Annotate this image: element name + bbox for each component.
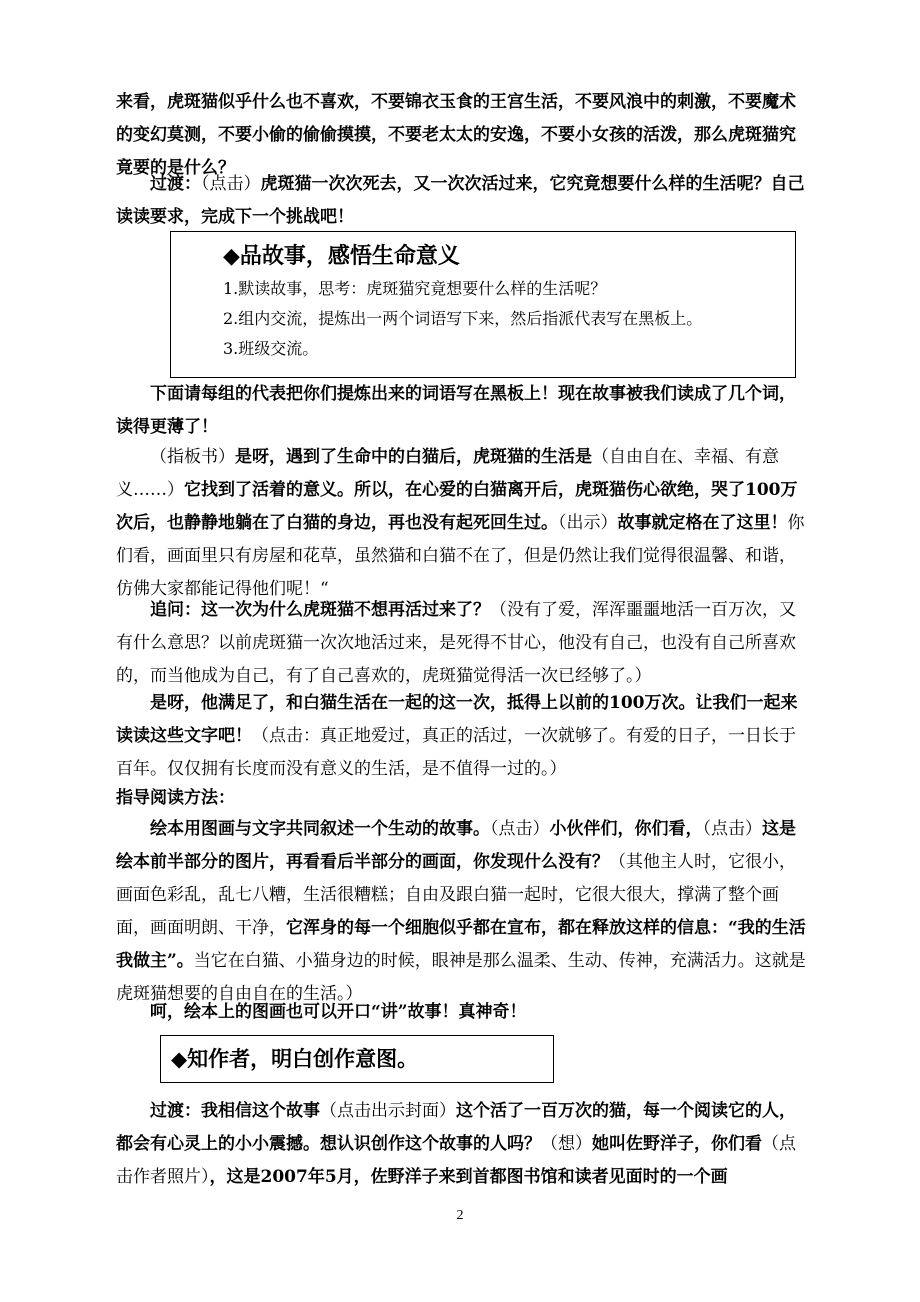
meaning-text-1: 是呀，遇到了生命中的白猫后，虎斑猫的生活是: [235, 447, 592, 467]
transition-label: 过渡：: [150, 174, 201, 194]
task-item-2: 2.组内交流，提炼出一两个词语写下来，然后指派代表写在黑板上。: [223, 309, 703, 328]
photo-note: （点击作者照片）: [116, 1134, 796, 1187]
picture-book-text-4: 它浑身的每一个细胞似乎都在宣布，都在释放这样的信息：“我的生活我做主”。: [116, 918, 806, 971]
answer-note: （想）: [541, 1134, 592, 1154]
author-text-3: 她叫佐野洋子，你们看: [592, 1134, 762, 1154]
paragraph-picture-book: [116, 813, 806, 1011]
pictures-speak-text: 呵，绘本上的图画也可以开口“讲”故事！真神奇！: [150, 1002, 527, 1022]
meaning-text-3: 故事就定格在了这里！: [617, 513, 788, 533]
page-number: 2: [456, 1208, 464, 1223]
task-box-story: [170, 231, 796, 378]
paragraph-meaning: [116, 441, 806, 606]
diamond-icon: ◆: [223, 244, 240, 269]
picture-book-text-3: 这是绘本前半部分的图片，再看看后半部分的画面，你发现什么没有？: [116, 819, 796, 872]
author-box-title: [171, 1044, 553, 1074]
intro-text: 来看，虎斑猫似乎什么也不喜欢，不要锦衣玉食的王宫生活，不要风浪中的刺激，不要魔术的变幻莫测，不要小偷的偷偷摸摸，不要老太太的安逸，不要小女孩的活泼，那么虎斑猫究竟要的是什么？: [116, 92, 796, 178]
picture-book-text-2: 小伙伴们，你们看，: [549, 819, 703, 839]
meaning-answer: （自由自在、幸福、有意义……）: [116, 447, 779, 500]
paragraph-followup: [116, 594, 806, 693]
picture-book-answer-2: 当它在白猫、小猫身边的时候，眼神是那么温柔、生动、传神，充满活力。这就是虎斑猫想要的自由自在的生活。）: [116, 951, 806, 1004]
paragraph-pictures-speak: [116, 996, 806, 1029]
author-text-2: 这个活了一百万次的猫，每一个阅读它的人，都会有心灵上的小小震撼。想认识创作这个故事的人吗？: [116, 1101, 796, 1154]
author-text-1: 过渡：我相信这个故事: [150, 1101, 320, 1121]
paragraph-satisfied: [116, 687, 806, 786]
meaning-text-2: 它找到了活着的意义。所以，在心爱的白猫离开后，虎斑猫伤心欲绝，哭了100万次后，也静静地躺在了白猫的身边，再也没有起死回生过。: [116, 480, 798, 533]
blackboard-text: 下面请每组的代表把你们提炼出来的词语写在黑板上！现在故事被我们读成了几个词，读得更薄了！: [116, 384, 796, 437]
cover-note: （点击出示封面）: [320, 1101, 456, 1121]
task-item-1: 1.默读故事，思考：虎斑猫究竟想要什么样的生活呢？: [223, 279, 607, 298]
paragraph-transition-1: [116, 168, 806, 234]
diamond-icon: ◆: [171, 1047, 188, 1071]
section-heading-reading-method: [116, 782, 806, 815]
author-box-heading: 知作者，明白创作意图。: [187, 1047, 419, 1071]
reading-method-label: 指导阅读方法：: [116, 788, 235, 808]
author-text-4: ，这是2007年5月，佐野洋子来到首都图书馆和读者见面时的一个画: [209, 1167, 728, 1187]
task-box-author: [160, 1035, 554, 1083]
click-note: （点击）: [201, 174, 261, 194]
task-item-3: 3.班级交流。: [223, 339, 319, 358]
paragraph-blackboard: [116, 378, 806, 444]
click-note-2: （点击）: [702, 819, 762, 839]
meaning-text-4: 你们看，画面里只有房屋和花草，虽然猫和白猫不在了，但是仍然让我们觉得很温馨、和谐，仿佛大家都能记得他们呢！“: [116, 513, 805, 599]
satisfied-quote: （点击：真正地爱过，真正的活过，一次就够了。有爱的日子，一日长于百年。仅仅拥有长度而没有意义的生活，是不值得一过的。）: [116, 726, 796, 779]
task-box-title: [223, 242, 795, 272]
task-box-heading: 品故事，感悟生命意义: [239, 244, 460, 269]
transition-text: 虎斑猫一次次死去，又一次次活过来，它究竟想要什么样的生活呢？自己读读要求，完成下一个挑战吧！: [116, 174, 805, 227]
show-note: （出示）: [558, 513, 618, 533]
satisfied-text: 是呀，他满足了，和白猫生活在一起的这一次，抵得上以前的100万次。让我们一起来读读这些文字吧！: [116, 693, 798, 746]
paragraph-author: [116, 1095, 806, 1194]
board-note: （指板书）: [150, 447, 235, 467]
picture-book-text-1: 绘本用图画与文字共同叙述一个生动的故事。: [150, 819, 490, 839]
followup-question: 追问：这一次为什么虎斑猫不想再活过来了？: [150, 600, 490, 620]
followup-answer: （没有了爱，浑浑噩噩地活一百万次，又有什么意思？以前虎斑猫一次次地活过来，是死得不甘心，他没有自己，也没有自己所喜欢的，而当他成为自己，有了自己喜欢的，虎斑猫觉得活一次已经够了。）: [116, 600, 796, 686]
click-note-1: （点击）: [490, 819, 550, 839]
picture-book-answer-1: （其他主人时，它很小，画面色彩乱，乱七八糟，生活很糟糕；自由及跟白猫一起时，它很大很大，撑满了整个画面，画面明朗、干净，: [116, 852, 796, 938]
